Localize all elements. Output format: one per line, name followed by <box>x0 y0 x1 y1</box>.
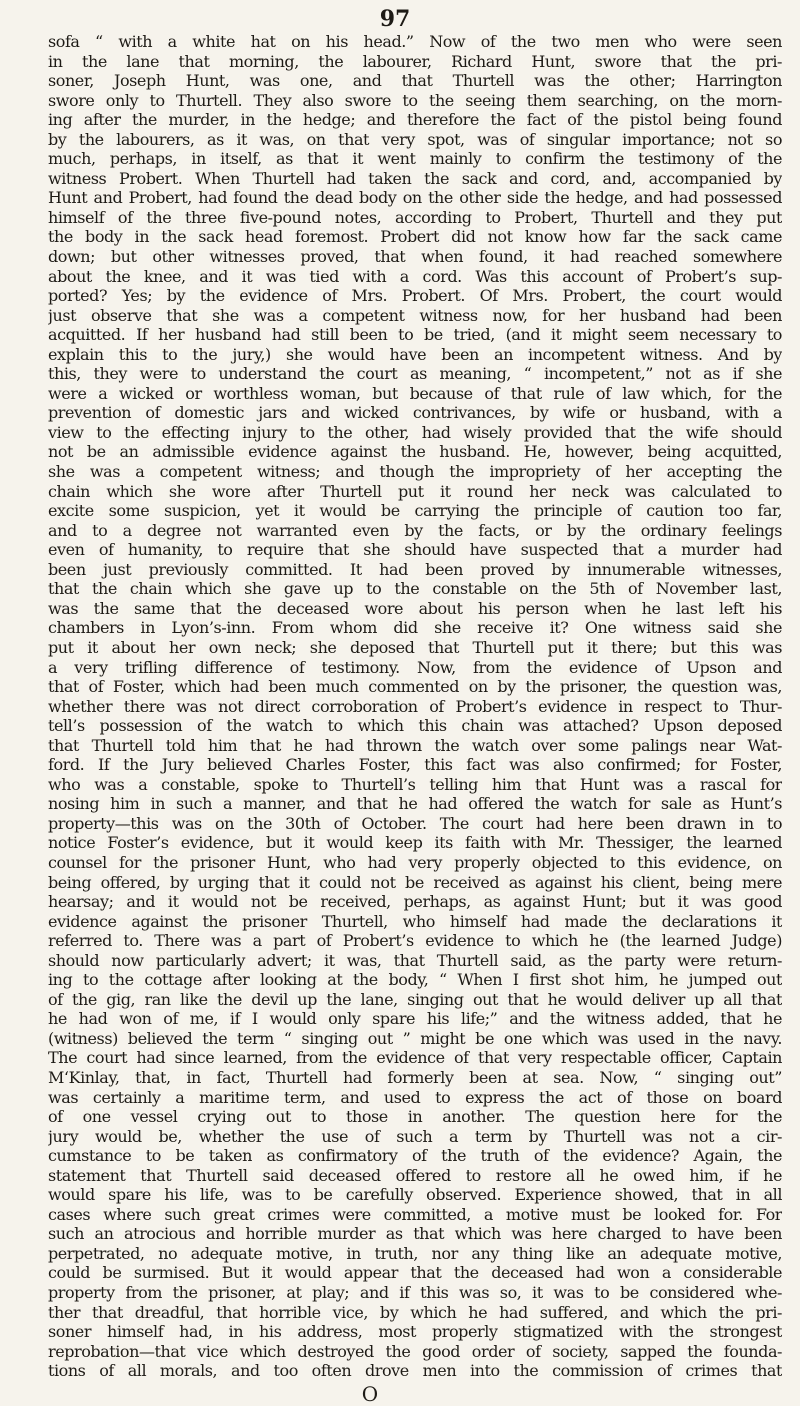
text-line: referred to. There was a part of Probert’s evidence to which he (the learned Judge) <box>48 931 782 951</box>
text-line: nosing him in such a manner, and that he had offered the watch for sale as Hunt’s <box>48 794 782 814</box>
text-line: explain this to the jury,) she would have been an incompetent witness. And by <box>48 344 782 364</box>
text-line: of the gig, ran like the devil up the lane, singing out that he would deliver up all that <box>48 989 782 1009</box>
text-line: of one vessel crying out to those in another. The question here for the <box>48 1107 782 1127</box>
text-line: evidence against the prisoner Thurtell, who himself had made the declarations it <box>48 911 782 931</box>
text-line: notice Foster’s evidence, but it would keep its faith with Mr. Thessiger, the learned <box>48 833 782 853</box>
text-line: ford. If the Jury believed Charles Foster, this fact was also confirmed; for Foster, <box>48 755 782 775</box>
text-line: statement that Thurtell said deceased offered to restore all he owed him, if he <box>48 1165 782 1185</box>
text-line: he had won of me, if I would only spare his life;” and the witness added, that he <box>48 1009 782 1029</box>
text-line: she was a competent witness; and though the impropriety of her accepting the <box>48 462 782 482</box>
text-line: even of humanity, to require that she should have suspected that a murder had <box>48 540 782 560</box>
text-line: that Thurtell told him that he had thrown the watch over some palings near Wat- <box>48 735 782 755</box>
text-line: a very trifling difference of testimony. Now, from the evidence of Upson and <box>48 657 782 677</box>
text-line: this, they were to understand the court as meaning, “ incompetent,” not as if she <box>48 364 782 384</box>
text-line: was certainly a maritime term, and used to express the act of those on board <box>48 1087 782 1107</box>
text-line: was the same that the deceased wore about his person when he last left his <box>48 598 782 618</box>
text-line: soner, Joseph Hunt, was one, and that Thurtell was the other; Harrington <box>48 71 782 91</box>
text-line: about the knee, and it was tied with a cord. Was this account of Probert’s sup- <box>48 266 782 286</box>
text-line: ported? Yes; by the evidence of Mrs. Probert. Of Mrs. Probert, the court would <box>48 286 782 306</box>
text-line: property from the prisoner, at play; and if this was so, it was to be considered whe- <box>48 1283 782 1302</box>
text-line: should now particularly advert; it was, that Thurtell said, as the party were return- <box>48 950 782 970</box>
text-line: view to the effecting injury to the other, had wisely provided that the wife should <box>48 422 782 442</box>
text-line: jury would be, whether the use of such a term by Thurtell was not a cir- <box>48 1126 782 1146</box>
text-line: in the lane that morning, the labourer, Richard Hunt, swore that the pri- <box>48 51 782 71</box>
text-line: M‘Kinlay, that, in fact, Thurtell had formerly been at sea. Now, “ singing out” <box>48 1067 782 1087</box>
text-line: whether there was not direct corroboration of Probert’s evidence in respect to Thur- <box>48 696 782 716</box>
text-line: that of Foster, which had been much commented on by the prisoner, the question was, <box>48 677 782 697</box>
text-line: himself of the three five-pound notes, according to Probert, Thurtell and they put <box>48 207 782 227</box>
text-line: The court had since learned, from the evidence of that very respectable officer, Captain <box>48 1048 782 1068</box>
text-line: were a wicked or worthless woman, but because of that rule of law which, for the <box>48 383 782 403</box>
text-line: perpetrated, no adequate motive, in truth, nor any thing like an adequate motive, <box>48 1243 782 1263</box>
text-line: not be an admissible evidence against the husband. He, however, being acquitted, <box>48 442 782 462</box>
text-line: sofa “ with a white hat on his head.” Now of the two men who were seen <box>48 32 782 51</box>
text-line: tell’s possession of the watch to which this chain was attached? Upson deposed <box>48 716 782 736</box>
page-number: 97 <box>379 6 411 32</box>
text-line: who was a constable, spoke to Thurtell’s telling him that Hunt was a rascal for <box>48 774 782 794</box>
text-line: (witness) believed the term “ singing out ” might be one which was used in the navy. <box>48 1028 782 1048</box>
text-line: property—this was on the 30th of October. The court had here been drawn in to <box>48 813 782 833</box>
text-line: put it about her own neck; she deposed that Thurtell put it there; but this was <box>48 637 782 657</box>
text-line: could be surmised. But it would appear that the deceased had won a considerable <box>48 1263 782 1283</box>
text-line: counsel for the prisoner Hunt, who had very properly objected to this evidence, on <box>48 852 782 872</box>
text-line: ther that dreadful, that horrible vice, by which he had suffered, and which the pri- <box>48 1302 782 1322</box>
text-line: reprobation—that vice which destroyed the good order of society, sapped the founda- <box>48 1341 782 1361</box>
text-line: and to a degree not warranted even by the facts, or by the ordinary feelings <box>48 520 782 540</box>
text-line: soner himself had, in his address, most properly stigmatized with the strongest <box>48 1322 782 1342</box>
text-line: the body in the sack head foremost. Probert did not know how far the sack came <box>48 227 782 247</box>
text-line: being offered, by urging that it could not be received as against his client, being mere <box>48 872 782 892</box>
text-line: swore only to Thurtell. They also swore to the seeing them searching, on the morn- <box>48 90 782 110</box>
text-line: down; but other witnesses proved, that when found, it had reached somewhere <box>48 247 782 267</box>
text-line: ing to the cottage after looking at the body, “ When I first shot him, he jumped out <box>48 970 782 990</box>
text-line: chambers in Lyon’s-inn. From whom did she receive it? One witness said she <box>48 618 782 638</box>
text-line: chain which she wore after Thurtell put it round her neck was calculated to <box>48 481 782 501</box>
text-line: just observe that she was a competent witness now, for her husband had been <box>48 305 782 325</box>
text-line: witness Probert. When Thurtell had taken the sack and cord, and, accompanied by <box>48 168 782 188</box>
text-line: excite some suspicion, yet it would be carrying the principle of caution too far, <box>48 501 782 521</box>
text-line: been just previously committed. It had been proved by innumerable witnesses, <box>48 559 782 579</box>
text-line: ing after the murder, in the hedge; and therefore the fact of the pistol being found <box>48 110 782 130</box>
text-line: acquitted. If her husband had still been to be tried, (and it might seem necessary to <box>48 325 782 345</box>
text-line: by the labourers, as it was, on that very spot, was of singular importance; not so <box>48 129 782 149</box>
signature-mark: O <box>361 1381 379 1406</box>
text-line: that the chain which she gave up to the constable on the 5th of November last, <box>48 579 782 599</box>
text-line: such an atrocious and horrible murder as that which was here charged to have been <box>48 1224 782 1244</box>
body-text <box>48 32 782 1381</box>
text-line: tions of all morals, and too often drove men into the commission of crimes that <box>48 1361 782 1381</box>
text-line: would spare his life, was to be carefully observed. Experience showed, that in all <box>48 1185 782 1205</box>
text-line: hearsay; and it would not be received, perhaps, as against Hunt; but it was good <box>48 892 782 912</box>
text-line: Hunt and Probert, had found the dead body on the other side the hedge, and had possessed <box>48 188 782 208</box>
text-line: prevention of domestic jars and wicked contrivances, by wife or husband, with a <box>48 403 782 423</box>
text-line: cases where such great crimes were committed, a motive must be looked for. For <box>48 1204 782 1224</box>
text-line: much, perhaps, in itself, as that it went mainly to confirm the testimony of the <box>48 149 782 169</box>
text-line: cumstance to be taken as confirmatory of the truth of the evidence? Again, the <box>48 1146 782 1166</box>
